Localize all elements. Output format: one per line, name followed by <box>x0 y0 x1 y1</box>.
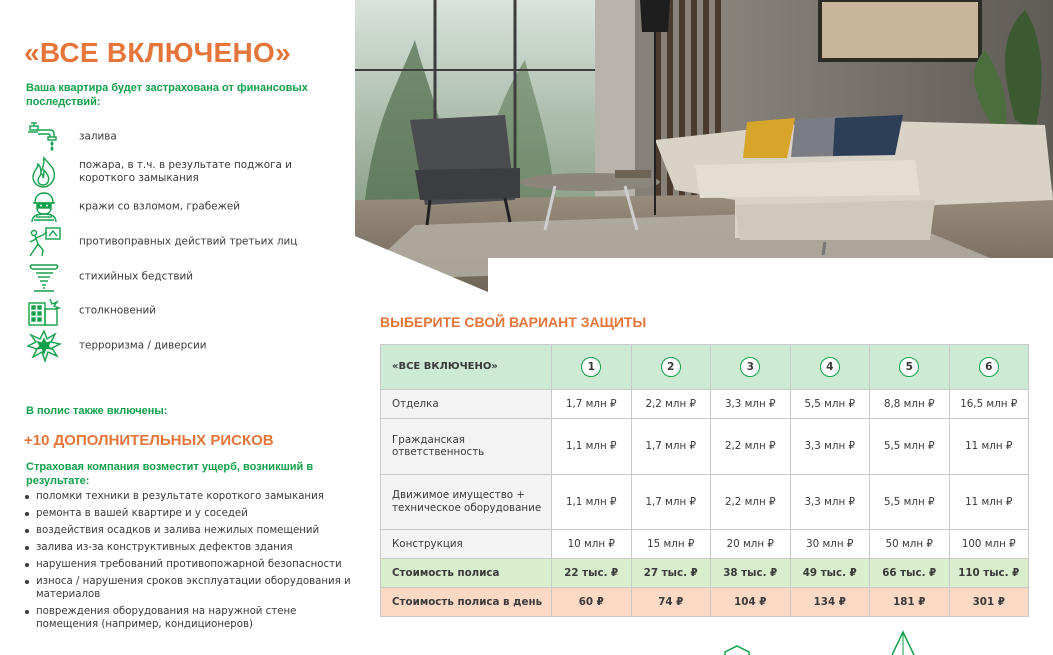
explosion-icon <box>26 330 62 362</box>
risk-label: противоправных действий третьих лиц <box>79 235 298 248</box>
faucet-icon <box>26 121 62 153</box>
variant-column-1[interactable] <box>552 345 632 390</box>
price-cell: 134 ₽ <box>790 588 870 617</box>
risk-item <box>26 190 346 225</box>
table-cell: 8,8 млн ₽ <box>870 389 950 418</box>
table-cell: 11 млн ₽ <box>949 474 1029 530</box>
price-cell: 38 тыс. ₽ <box>711 559 791 588</box>
variant-number: 1 <box>581 357 601 377</box>
table-row <box>381 418 1029 474</box>
left-column <box>0 0 355 655</box>
list-item: залива из-за конструктивных дефектов здания <box>24 541 354 554</box>
table-cell: 1,1 млн ₽ <box>552 474 632 530</box>
extra-risks-list <box>24 490 354 635</box>
risk-item <box>26 294 346 329</box>
table-cell: 5,5 млн ₽ <box>870 474 950 530</box>
variant-column-5[interactable] <box>870 345 950 390</box>
table-cell: 3,3 млн ₽ <box>790 418 870 474</box>
price-cell: 49 тыс. ₽ <box>790 559 870 588</box>
table-header-label: «ВСЕ ВКЛЮЧЕНО» <box>381 345 552 390</box>
table-cell: 2,2 млн ₽ <box>711 474 791 530</box>
burglar-icon <box>26 191 62 223</box>
table-cell: 2,2 млн ₽ <box>631 389 711 418</box>
risk-item <box>26 155 346 190</box>
table-cell: 50 млн ₽ <box>870 530 950 559</box>
risk-item <box>26 224 346 259</box>
collision-icon <box>26 295 62 327</box>
policy-cost-per-day-row <box>381 588 1029 617</box>
price-cell: 110 тыс. ₽ <box>949 559 1029 588</box>
variant-column-4[interactable] <box>790 345 870 390</box>
list-item: повреждения оборудования на наружной стене помещения (например, кондиционеров) <box>24 605 354 631</box>
table-cell: 5,5 млн ₽ <box>870 418 950 474</box>
table-cell: 3,3 млн ₽ <box>790 474 870 530</box>
variant-column-2[interactable] <box>631 345 711 390</box>
included-label: В полис также включены: <box>26 405 168 417</box>
risk-label: терроризма / диверсии <box>79 339 207 352</box>
table-cell: 1,7 млн ₽ <box>552 389 632 418</box>
table-row <box>381 389 1029 418</box>
price-cell: 22 тыс. ₽ <box>552 559 632 588</box>
table-cell: 1,1 млн ₽ <box>552 418 632 474</box>
extra-risks-title: +10 ДОПОЛНИТЕЛЬНЫХ РИСКОВ <box>24 432 274 449</box>
fire-icon <box>26 156 62 188</box>
variant-column-3[interactable] <box>711 345 791 390</box>
risk-label: стихийных бедствий <box>79 270 194 283</box>
variant-number: 3 <box>740 357 760 377</box>
price-cell: 66 тыс. ₽ <box>870 559 950 588</box>
row-label: Движимое имущество + техническое оборудование <box>381 474 552 530</box>
risk-list <box>26 120 346 364</box>
row-label: Отделка <box>381 389 552 418</box>
risk-label: кражи со взломом, грабежей <box>79 200 241 213</box>
row-label: Конструкция <box>381 530 552 559</box>
list-item: ремонта в вашей квартире и у соседей <box>24 507 354 520</box>
price-cell: 104 ₽ <box>711 588 791 617</box>
row-label: Стоимость полиса в день <box>381 588 552 617</box>
risk-item <box>26 259 346 294</box>
row-label: Гражданская ответственность <box>381 418 552 474</box>
table-cell: 1,7 млн ₽ <box>631 474 711 530</box>
section-title: ВЫБЕРИТЕ СВОЙ ВАРИАНТ ЗАЩИТЫ <box>380 314 647 330</box>
living-room-photo <box>355 0 1053 292</box>
policy-cost-row <box>381 559 1029 588</box>
table-cell: 100 млн ₽ <box>949 530 1029 559</box>
price-cell: 181 ₽ <box>870 588 950 617</box>
price-cell: 60 ₽ <box>552 588 632 617</box>
page-title: «ВСЕ ВКЛЮЧЕНО» <box>24 37 291 68</box>
table-cell: 20 млн ₽ <box>711 530 791 559</box>
table-cell: 5,5 млн ₽ <box>790 389 870 418</box>
variant-number: 2 <box>661 357 681 377</box>
table-cell: 16,5 млн ₽ <box>949 389 1029 418</box>
list-item: воздействия осадков и залива нежилых помещений <box>24 524 354 537</box>
tornado-icon <box>26 261 62 293</box>
table-cell: 11 млн ₽ <box>949 418 1029 474</box>
table-cell: 3,3 млн ₽ <box>711 389 791 418</box>
risk-label: столкновений <box>79 304 157 317</box>
list-item: износа / нарушения сроков эксплуатации оборудования и материалов <box>24 575 354 601</box>
risk-item <box>26 329 346 364</box>
risk-item <box>26 120 346 155</box>
vandal-icon <box>26 226 62 258</box>
table-cell: 2,2 млн ₽ <box>711 418 791 474</box>
triangle-icon <box>888 630 918 655</box>
hexagon-icon <box>722 644 752 655</box>
table-cell: 30 млн ₽ <box>790 530 870 559</box>
table-row <box>381 530 1029 559</box>
row-label: Стоимость полиса <box>381 559 552 588</box>
list-item: поломки техники в результате короткого замыкания <box>24 490 354 503</box>
table-header-row <box>381 345 1029 390</box>
variant-column-6[interactable] <box>949 345 1029 390</box>
table-row <box>381 474 1029 530</box>
risk-label: залива <box>79 130 117 143</box>
compensation-title: Страховая компания возместит ущерб, возникший в результате: <box>26 461 314 487</box>
risk-label: пожара, в т.ч. в результате поджога и короткого замыкания <box>79 159 292 185</box>
pricing-table <box>380 344 1029 617</box>
variant-number: 4 <box>820 357 840 377</box>
variant-number: 5 <box>899 357 919 377</box>
price-cell: 74 ₽ <box>631 588 711 617</box>
price-cell: 301 ₽ <box>949 588 1029 617</box>
table-cell: 10 млн ₽ <box>552 530 632 559</box>
table-cell: 1,7 млн ₽ <box>631 418 711 474</box>
price-cell: 27 тыс. ₽ <box>631 559 711 588</box>
list-item: нарушения требований противопожарной безопасности <box>24 558 354 571</box>
variant-number: 6 <box>979 357 999 377</box>
insurance-subtitle: Ваша квартира будет застрахована от финансовых последствий: <box>26 82 308 108</box>
table-cell: 15 млн ₽ <box>631 530 711 559</box>
